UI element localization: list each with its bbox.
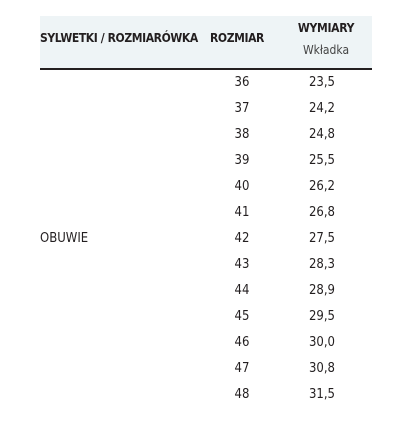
table-row xyxy=(40,278,372,304)
insole-cell: 28,9 xyxy=(308,283,336,298)
header-measurements: WYMIARY xyxy=(297,21,355,35)
insole-cell: 25,5 xyxy=(308,153,336,168)
insole-cell: 24,2 xyxy=(308,101,336,116)
size-cell: 42 xyxy=(234,231,250,246)
table-row xyxy=(40,382,372,408)
size-cell: 48 xyxy=(234,387,250,402)
insole-cell: 29,5 xyxy=(308,309,336,324)
insole-cell: 23,5 xyxy=(308,75,336,90)
table-row xyxy=(40,70,372,96)
size-cell: 45 xyxy=(234,309,250,324)
size-chart-table xyxy=(40,16,372,408)
table-row xyxy=(40,252,372,278)
header-size: ROZMIAR xyxy=(210,31,264,45)
size-cell: 38 xyxy=(234,127,250,142)
table-body xyxy=(40,70,372,408)
insole-cell: 30,0 xyxy=(308,335,336,350)
size-cell: 39 xyxy=(234,153,250,168)
header-silhouette: SYLWETKI / ROZMIARÓWKA xyxy=(40,31,198,45)
size-cell: 40 xyxy=(234,179,250,194)
table-row xyxy=(40,174,372,200)
header-measurements-group xyxy=(280,19,372,59)
size-cell: 36 xyxy=(234,75,250,90)
table-row xyxy=(40,96,372,122)
insole-cell: 24,8 xyxy=(308,127,336,142)
table-row xyxy=(40,148,372,174)
size-cell: 47 xyxy=(234,361,250,376)
insole-cell: 26,8 xyxy=(308,205,336,220)
table-header xyxy=(40,16,372,70)
table-row xyxy=(40,226,372,252)
table-row xyxy=(40,200,372,226)
insole-cell: 27,5 xyxy=(308,231,336,246)
table-row xyxy=(40,122,372,148)
insole-cell: 31,5 xyxy=(308,387,336,402)
table-row xyxy=(40,330,372,356)
size-cell: 46 xyxy=(234,335,250,350)
size-cell: 37 xyxy=(234,101,250,116)
size-cell: 41 xyxy=(234,205,250,220)
header-insole: Wkładka xyxy=(302,43,350,57)
table-row xyxy=(40,356,372,382)
category-label: OBUWIE xyxy=(40,231,89,246)
insole-cell: 28,3 xyxy=(308,257,336,272)
size-cell: 43 xyxy=(234,257,250,272)
insole-cell: 30,8 xyxy=(308,361,336,376)
table-row xyxy=(40,304,372,330)
size-cell: 44 xyxy=(234,283,250,298)
insole-cell: 26,2 xyxy=(308,179,336,194)
